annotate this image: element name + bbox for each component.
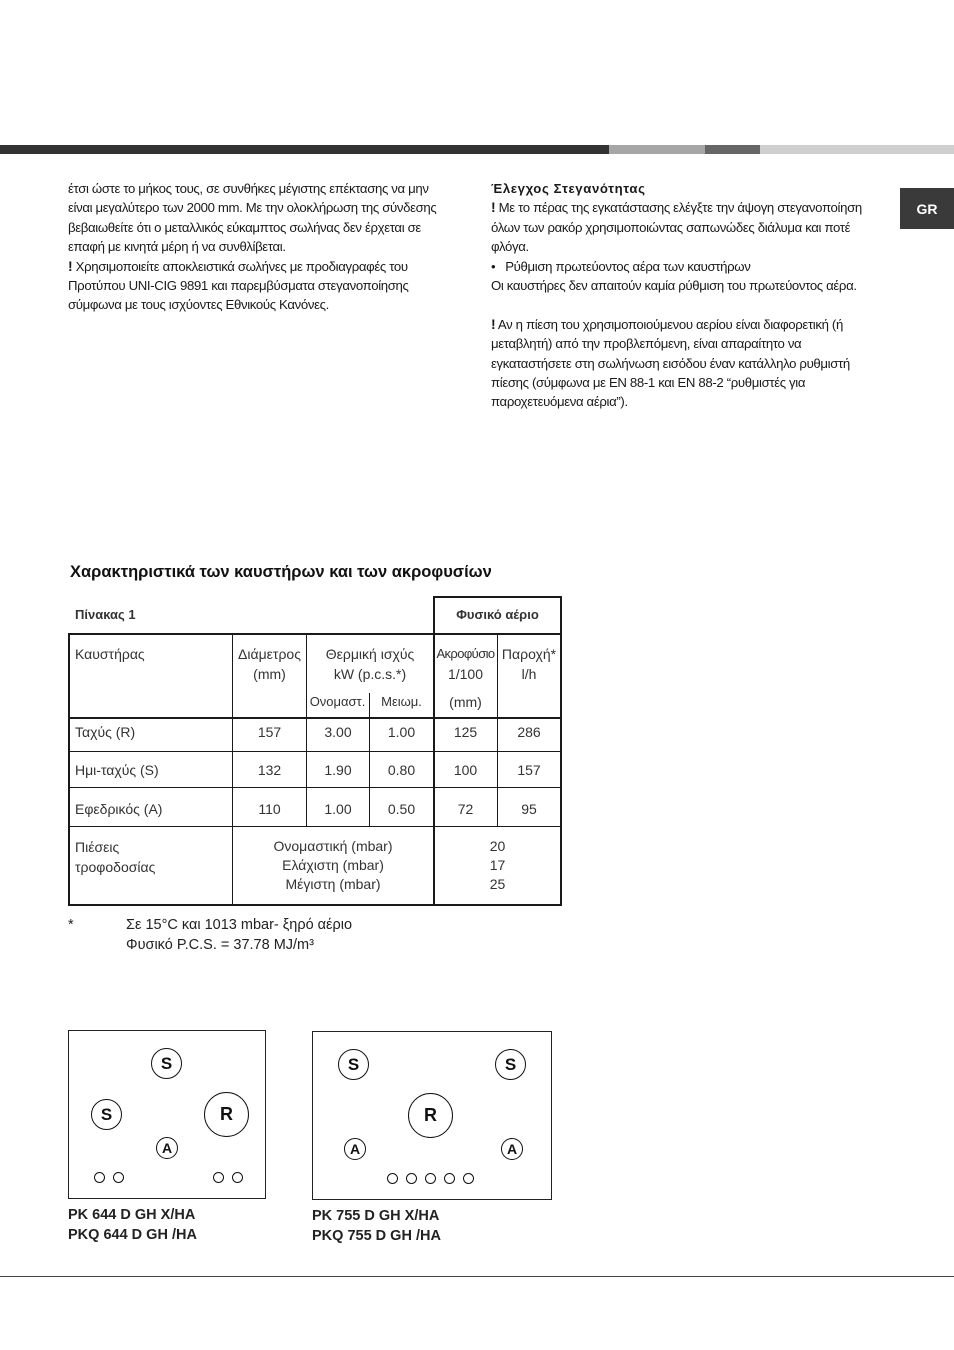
burner-icon: S [91, 1099, 122, 1130]
pressure-nominal-label: Ονομαστική (mbar) [273, 838, 393, 854]
table-cell: 0.50 [387, 801, 416, 817]
header-nozzle-unit: (mm) [449, 694, 482, 710]
pressure-min-label: Ελάχιστη (mbar) [282, 857, 384, 873]
left-column [68, 179, 450, 315]
burner-icon: A [344, 1138, 366, 1160]
header-bar-segment [609, 145, 705, 154]
table-cell: 132 [257, 762, 282, 778]
paragraph: έτσι ώστε το μήκος τους, σε συνθήκες μέγιστης επέκτασης να μην είναι μεγαλύτερο των 2000 mm. Με την ολοκλήρωση της σύνδεσης βεβαιωθείτε ότι ο μεταλλικός εύκαμπτος σωλήνας δεν έρχεται σε επαφή με κινητά μέρη ή να συνθλίβεται. [68, 181, 437, 255]
knob-icon [94, 1172, 105, 1183]
model-label [68, 1205, 197, 1245]
table-cell: Εφεδρικός (A) [75, 801, 163, 817]
language-tab: GR [900, 188, 954, 229]
header-bar-segment [760, 145, 954, 154]
header-burner: Καυστήρας [75, 646, 145, 662]
header-bar [0, 145, 954, 154]
burner-icon: A [156, 1137, 178, 1159]
warning-paragraph [491, 198, 867, 256]
header-diameter: Διάμετρος [238, 646, 301, 662]
table-cell: 1.00 [387, 724, 416, 740]
header-nozzle-sub: 1/100 [447, 666, 484, 682]
table-cell: 157 [257, 724, 282, 740]
header-flow: Παροχή* [501, 646, 557, 662]
burner-icon: R [204, 1092, 249, 1137]
burner-icon: R [408, 1093, 453, 1138]
footer-divider [0, 1276, 954, 1277]
burner-icon: A [501, 1138, 523, 1160]
section-heading: Έλεγχος Στεγανότητας [491, 181, 646, 196]
footnote-marker: * [68, 917, 74, 933]
header-flow-unit: l/h [521, 666, 537, 682]
burner-table [68, 596, 562, 906]
table-cell: 157 [517, 762, 541, 778]
pressure-max-label: Μέγιστη (mbar) [285, 876, 381, 892]
section-title: Χαρακτηριστικά των καυστήρων και των ακροφυσίων [70, 563, 492, 581]
knob-icon [425, 1173, 436, 1184]
table-cell: 286 [517, 724, 541, 740]
model-line: PKQ 755 D GH /HA [312, 1228, 441, 1244]
knob-icon [232, 1172, 243, 1183]
pressure-max-value: 25 [489, 876, 506, 892]
header-reduced: Μειωμ. [381, 694, 422, 709]
header-bar-segment [705, 145, 760, 154]
table-cell: 125 [453, 724, 478, 740]
knob-icon [113, 1172, 124, 1183]
knob-icon [213, 1172, 224, 1183]
hob-diagram-5-burner [312, 1031, 552, 1200]
warning-mark: ! [491, 315, 496, 332]
paragraph-text: Χρησιμοποιείτε αποκλειστικά σωλήνες με προδιαγραφές του Προτύπου UNI-CIG 9891 και παρεμβύσματα στεγανοποίησης σύμφωνα με τους ισχύοντες Εθνικούς Κανόνες. [68, 258, 409, 313]
knob-icon [387, 1173, 398, 1184]
footnote-line: Φυσικό P.C.S. = 37.78 MJ/m³ [126, 936, 314, 953]
header-thermal-power-unit: kW (p.c.s.*) [333, 666, 407, 682]
paragraph-text: Με το πέρας της εγκατάστασης ελέγξτε την άψογη στεγανοποίηση όλων των ρακόρ χρησιμοποιώντας σαπωνώδες διάλυμα και ποτέ φλόγα. [491, 200, 862, 255]
right-column [491, 179, 867, 412]
table-cell: 100 [453, 762, 478, 778]
warning-mark: ! [491, 199, 496, 216]
pressure-nominal-value: 20 [489, 838, 506, 854]
knob-icon [406, 1173, 417, 1184]
table-cell: 1.00 [324, 801, 352, 817]
warning-paragraph [68, 257, 450, 315]
bullet-marker: • [491, 258, 496, 274]
table-cell: 72 [457, 801, 474, 817]
burner-icon: S [338, 1049, 369, 1080]
pressure-label: τροφοδοσίας [75, 859, 156, 875]
header-nozzle: Ακροφύσιο [436, 646, 495, 661]
pressure-min-value: 17 [489, 857, 506, 873]
warning-mark: ! [68, 257, 73, 274]
bullet-text: Ρύθμιση πρωτεύοντος αέρα των καυστήρων [505, 258, 751, 274]
model-line: PKQ 644 D GH /HA [68, 1227, 197, 1243]
model-line: PK 644 D GH X/HA [68, 1207, 196, 1223]
paragraph: Οι καυστήρες δεν απαιτούν καμία ρύθμιση του πρωτεύοντος αέρα. [491, 278, 857, 294]
model-line: PK 755 D GH X/HA [312, 1208, 440, 1224]
header-nominal: Ονομαστ. [309, 694, 366, 709]
table-cell: 110 [258, 801, 281, 817]
burner-icon: S [495, 1049, 526, 1080]
header-diameter-unit: (mm) [253, 666, 286, 682]
table-cell: 0.80 [387, 762, 416, 778]
warning-paragraph [491, 315, 867, 412]
bullet-item [491, 257, 867, 276]
knob-icon [463, 1173, 474, 1184]
burner-icon: S [151, 1048, 182, 1079]
header-bar-segment [0, 145, 609, 154]
hob-diagram-4-burner [68, 1030, 266, 1199]
pressure-label: Πιέσεις [75, 839, 120, 855]
paragraph-text: Αν η πίεση του χρησιμοποιούμενου αερίου είναι διαφορετική (ή μεταβλητή) από την προβλεπόμενη, είναι απαραίτητο να εγκαταστήσετε στη σωλήνωση εισόδου έναν κατάλληλο ρυθμιστή πίεσης (σύμφωνα με EN 88-1 και EN 88-2 “ρυθμιστές για παροχετευόμενα αέρια”). [491, 316, 850, 410]
table-cell: 1.90 [324, 762, 352, 778]
table-cell: Ημι-ταχύς (S) [75, 762, 159, 778]
table-label: Πίνακας 1 [75, 607, 136, 622]
table-cell: 95 [521, 801, 537, 817]
model-label [312, 1206, 441, 1246]
header-thermal-power: Θερμική ισχύς [325, 646, 415, 662]
table-cell: Ταχύς (R) [75, 724, 136, 740]
table-cell: 3.00 [324, 724, 352, 740]
footnote-line: Σε 15°C και 1013 mbar- ξηρό αέριο [126, 917, 353, 933]
gas-type-header: Φυσικό αέριο [456, 607, 539, 622]
knob-icon [444, 1173, 455, 1184]
